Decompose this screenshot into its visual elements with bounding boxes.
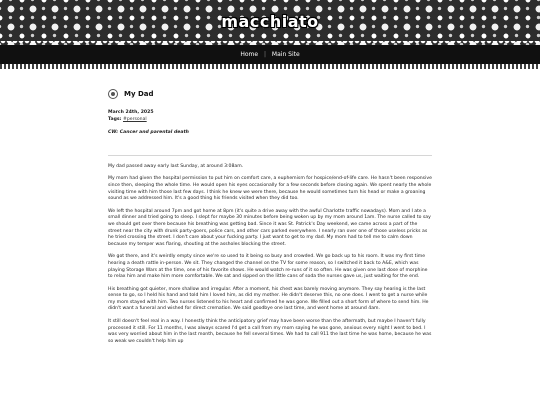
site-title[interactable]: macchiato (221, 12, 319, 31)
tag-link-personal[interactable]: #personal (122, 116, 147, 122)
post-circle-icon (108, 89, 118, 99)
post-paragraph: My dad passed away early last Sunday, at around 3:08am. (108, 163, 244, 169)
nav-home-link[interactable]: Home (240, 51, 259, 58)
content-warning: CW: Cancer and parental death (108, 130, 189, 136)
post-paragraph: His breathing got quieter, more shallow and irregular. After a moment, his chest was barely moving anymore. They say hearing is the last sense to go, so I held his hand and told him I loved him, as did my mother. He didn't deserve this, no one does. I went to get a nurse while my mom stayed with him. Two nurses listened to his heart and confirmed he was gone. We filled out a short form of where to send him. He didn't want a funeral and wished for direct cremation. We said goodbye one last time, and went home at around 4am. (108, 286, 429, 312)
post-paragraph: It still doesn't feel real in a way. I honestly think the anticipatory grief may have been worse than the aftermath, but maybe I haven't fully processed it still. For 11 months, I was always scared I'd get a call from my mom saying he was gone, anxious every night I went to bed. I was very worried about him in the last month, because he fell several times. We had to call 911 the last time he was home, because he was so weak we couldn't help him up (108, 319, 432, 344)
post-title: My Dad (124, 89, 154, 98)
post-paragraph: We got there, and it's weirdly empty since we're so used to it being so busy and crowded. We go back up to his room. It was my first time hearing a death rattle in-person. We sit. They changed the channel on the TV for some reason, so I switched it back to A&E, which was playing Storage Wars at the time, one of his favorite shows. He would watch re-runs of it so often. He was given one last dose of morphine to relax him and make him more comfortable. We sat and sipped on the little cans of soda the nurses gave us, just waiting for the end. (108, 254, 428, 280)
tags-label: Tags: (108, 116, 122, 122)
main-nav (0, 45, 540, 64)
post-paragraph: My mom had given the hospital permission to put him on comfort care, a euphemism for hospice/end-of-life care. He hasn't been responsive since then, sleeping the whole time. He would open his eyes occasionally for a few seconds before closing again. We spent nearly the whole visiting time with him those last few days. I think he knew we were there, because he would sometimes turn his head or make a groaning sound as we addressed him. It's a good thing his friends visited when they did too. (108, 176, 432, 202)
post-container (108, 84, 432, 351)
site-header (0, 0, 540, 45)
nav-main-site-link[interactable]: Main Site (271, 51, 300, 58)
post-meta (108, 110, 432, 123)
post-tags (108, 117, 432, 124)
post-date: March 24th, 2025 (108, 110, 154, 115)
post-paragraph: We left the hospital around 7pm and got home at 8pm (it's quite a drive away with the awful Charlotte traffic nowadays). Mom and I ate a small dinner and tried going to sleep. I slept for maybe 30 minutes before being woken up by my mom around 1am. The nurse called to say we should get over there because his breathing was getting bad. Since it was St. Patrick's Day weekend, we came across a part of the street near the city with drunk party-goers, police cars, and other cars parked everywhere. I nearly ran over one of those useless pricks as he tried crossing the street. I don't care about your fucking party. I just want to get to my dad. My mom had to tell me to calm down because my temper was flaring, shouting at the assholes blocking the street. (108, 208, 431, 247)
post-divider (108, 155, 432, 156)
nav-separator: | (263, 51, 266, 58)
post-header (108, 84, 432, 104)
nav-lace-border (0, 64, 540, 69)
